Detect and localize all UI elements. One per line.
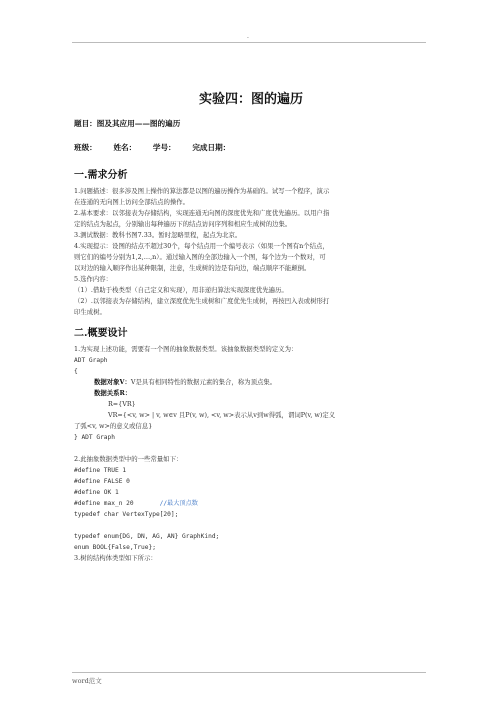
adt-brace-open: { [74,368,78,375]
document-body [74,88,428,564]
student-info-row [74,142,428,153]
spacer [74,443,428,454]
vr-definition-line: 了弧<v, w>的意义或信息} [74,422,153,430]
date-label: 完成日期： [192,143,231,152]
footer-rule [72,672,426,673]
adt-open: ADT Graph [74,357,108,364]
spacer [74,520,428,531]
class-label: 班级： [74,143,97,152]
requirements-line: 3.测试数据：教科书图7.33。暂时忽略里程，起点为北京。 [74,231,242,239]
requirements-line: 以对边的输入顺序作出某种限制，注意，生成树的边是有向边，端点顺序不能颠倒。 [74,264,311,272]
code-line-max-n [74,498,428,509]
design-intro: 1.为实现上述功能，需要有一个图的抽象数据类型。该抽象数据类型的定义为： [74,345,298,353]
code-line: typedef char VertexType[20]; [74,511,179,518]
struct-intro: 3.树的结构体类型如下所示： [74,554,157,562]
student-id-label: 学号： [152,143,176,152]
requirements-line: 在连通的无向图上访问全部结点的操作。 [74,198,190,206]
data-object-line [74,377,428,388]
document-title: 实验四：图的遍历 [198,92,303,107]
vr-definition-line: VR={<v, w> | v, w∈v 且P(v, w), <v, w>表示从v到w得弧，谓词P(v, w)定义 [108,411,336,419]
header-rule [72,42,426,43]
data-object-text: V是具有相同特性的数据元素的集合，称为顶点集。 [130,378,277,386]
requirements-line: 5.选作内容： [74,275,113,283]
data-object-label: 数据对象V： [94,378,131,386]
requirements-line: 2.基本要求：以邻接表为存储结构，实现连通无向图的深度优先和广度优先遍历。以用户指 [74,209,330,217]
header-mark: . [247,33,249,40]
constants-intro: 2.此抽象数据类型中的一些常量如下： [74,455,183,463]
document-subtitle: 题目：图及其应用——图的遍历 [74,119,181,128]
code-line: enum BOOL{False,True}; [74,544,156,551]
max-n-define: #define max_n 20 [74,500,134,507]
r-definition: R={VR} [108,400,136,408]
requirements-line: 定的结点为起点，分别输出每种遍历下的结点访问序列和相应生成树的边集。 [74,220,292,228]
requirements-line: 4.实现提示：设图的结点不超过30个，每个结点用一个编号表示（如果一个图有n个结点， [74,242,329,250]
section-heading-requirements: 一.需求分析 [74,170,128,181]
data-relation-label: 数据关系R： [94,389,132,397]
requirements-line: （1）.借助于栈类型（自己定义和实现），用非递归算法实现深度优先遍历。 [74,286,288,294]
adt-close: } ADT Graph [74,434,115,441]
name-label: 姓名： [113,143,137,152]
requirements-line: 1.问题描述：很多涉及图上操作的算法都是以图的遍历操作为基础的。试写一个程序，演示 [74,187,330,195]
code-line: #define OK 1 [74,489,119,496]
section-heading-design: 二.概要设计 [74,328,128,339]
requirements-line: 则它们的编号分别为1,2,…,n）。通过输入图的全部边输入一个图，每个边为一个数对，可 [74,253,326,261]
code-line: #define FALSE 0 [74,478,130,485]
code-line: typedef enum{DG, DN, AG, AN} GraphKind; [74,533,220,540]
requirements-line: （2）.以邻接表为存储结构，建立深度优先生成树和广度优先生成树，再按凹入表或树形打 [74,297,330,305]
requirements-line: 印生成树。 [74,308,106,316]
footer-text: word范文 [72,677,102,685]
code-line: #define TRUE 1 [74,467,127,474]
max-n-comment: //最大顶点数 [159,500,198,507]
